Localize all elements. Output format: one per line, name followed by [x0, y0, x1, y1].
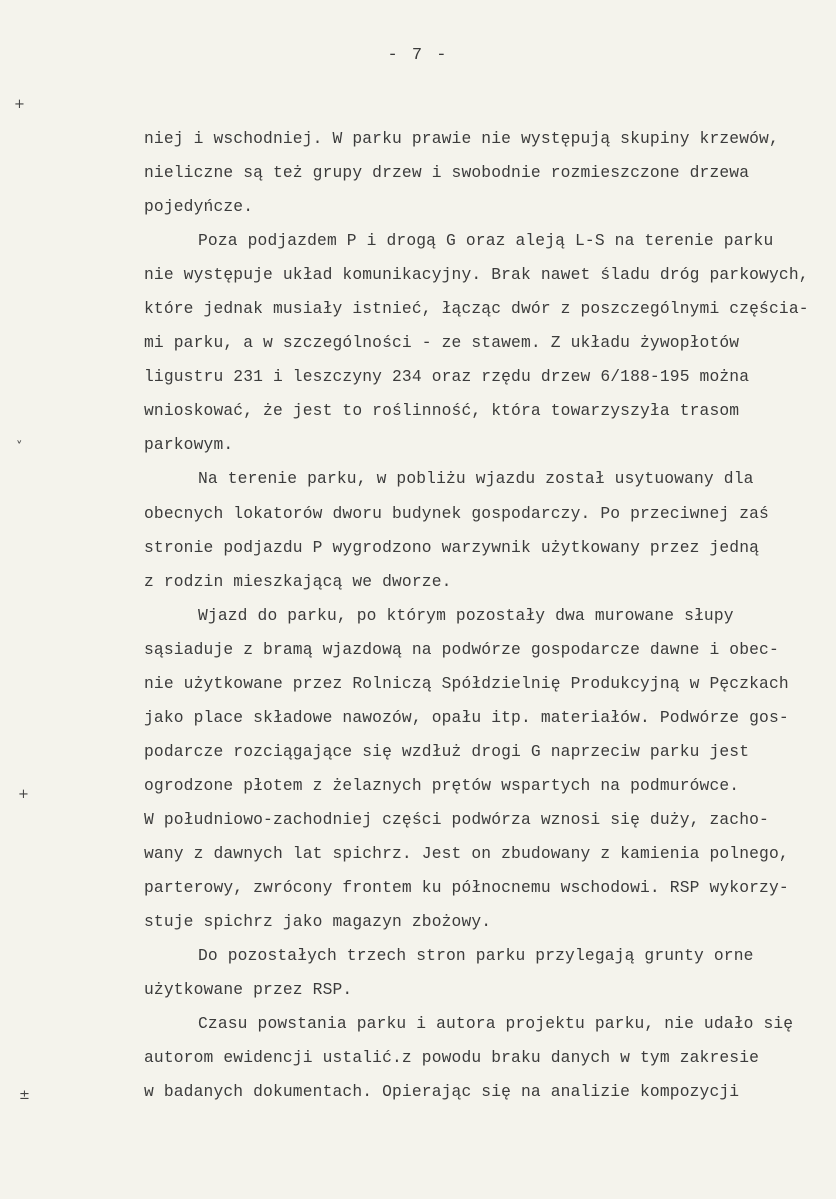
text-line: wany z dawnych lat spichrz. Jest on zbudowany z kamienia polnego, [144, 843, 789, 863]
body-text [144, 122, 824, 1109]
text-line: stronie podjazdu P wygrodzono warzywnik użytkowany przez jedną [144, 537, 760, 557]
text-line: z rodzin mieszkającą we dworze. [144, 571, 452, 591]
text-line: niej i wschodniej. W parku prawie nie występują skupiny krzewów, [144, 129, 779, 148]
text-line: użytkowane przez RSP. [144, 980, 353, 1000]
text-line: sąsiaduje z bramą wjazdową na podwórze gospodarcze dawne i obec- [144, 639, 779, 659]
text-line: nie użytkowane przez Rolniczą Spółdzielnię Produkcyjną w Pęczkach [144, 673, 789, 693]
text-line: Do pozostałych trzech stron parku przylegają grunty orne [198, 946, 754, 966]
text-line: autorom ewidencji ustalić.z powodu braku danych w tym zakresie [144, 1048, 760, 1068]
text-line: obecnych lokatorów dworu budynek gospodarczy. Po przeciwnej zaś [144, 503, 769, 523]
text-line: stuje spichrz jako magazyn zbożowy. [144, 912, 492, 932]
text-line: nie występuje układ komunikacyjny. Brak nawet śladu dróg parkowych, [144, 265, 809, 285]
margin-mark: + [14, 97, 25, 112]
margin-mark: ± [19, 1088, 30, 1103]
text-line: ligustru 231 i leszczyny 234 oraz rzędu drzew 6/188-195 można [144, 367, 750, 387]
text-line: ogrodzone płotem z żelaznych prętów wspartych na podmurówce. [144, 775, 740, 795]
text-line: w badanych dokumentach. Opierając się na analizie kompozycji [144, 1082, 740, 1102]
text-line: pojedyńcze. [144, 197, 254, 217]
margin-mark: + [18, 787, 29, 802]
text-line: nieliczne są też grupy drzew i swobodnie rozmieszczone drzewa [144, 163, 750, 183]
text-line: jako place składowe nawozów, opału itp. materiałów. Podwórze gos- [144, 707, 789, 727]
text-line: parterowy, zwrócony frontem ku północnemu wschodowi. RSP wykorzy- [144, 878, 789, 898]
text-line: mi parku, a w szczególności - ze stawem. Z układu żywopłotów [144, 333, 740, 353]
text-line: Na terenie parku, w pobliżu wjazdu został usytuowany dla [198, 469, 754, 489]
text-line: Poza podjazdem P i drogą G oraz aleją L-S na terenie parku [198, 231, 774, 251]
page-number: - 7 - [387, 46, 449, 65]
text-line: W południowo-zachodniej części podwórza wznosi się duży, zacho- [144, 809, 769, 829]
text-line: które jednak musiały istnieć, łącząc dwór z poszczególnymi częścia- [144, 299, 809, 319]
text-line: Czasu powstania parku i autora projektu parku, nie udało się [198, 1014, 794, 1034]
margin-mark: ˅ [16, 440, 23, 455]
text-line: parkowym. [144, 435, 234, 455]
text-line: wnioskować, że jest to roślinność, która towarzyszyła trasom [144, 401, 740, 421]
text-line: podarcze rozciągające się wzdłuż drogi G naprzeciw parku jest [144, 741, 750, 761]
text-line: Wjazd do parku, po którym pozostały dwa murowane słupy [198, 605, 734, 625]
